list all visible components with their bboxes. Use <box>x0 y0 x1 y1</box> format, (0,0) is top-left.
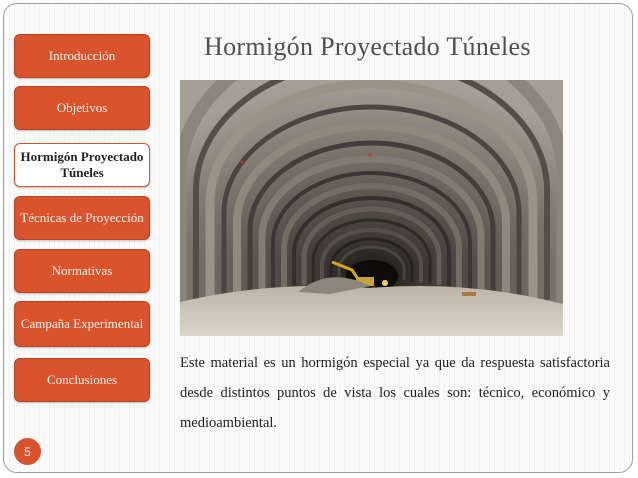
nav-tecnicas-button[interactable]: Técnicas de Proyección <box>14 196 150 240</box>
nav-normativas-button[interactable]: Normativas <box>14 249 150 293</box>
nav-campana-button[interactable]: Campaña Experimental <box>14 301 150 347</box>
page-number-badge: 5 <box>14 438 41 465</box>
nav-conclusiones-button[interactable]: Conclusiones <box>14 358 150 402</box>
nav-hormigon-proyectado-button[interactable]: Hormigón Proyectado Túneles <box>14 143 150 187</box>
slide <box>3 3 633 473</box>
tunnel-photo <box>180 80 563 336</box>
slide-title: Hormigón Proyectado Túneles <box>204 32 531 61</box>
nav-introduccion-button[interactable]: Introducción <box>14 34 150 78</box>
nav-objetivos-button[interactable]: Objetivos <box>14 86 150 130</box>
slide-body-text: Este material es un hormigón especial ya que da respuesta satisfactoria desde distintos puntos de vista los cuales son: técnico, económico y medioambiental. <box>180 355 610 431</box>
